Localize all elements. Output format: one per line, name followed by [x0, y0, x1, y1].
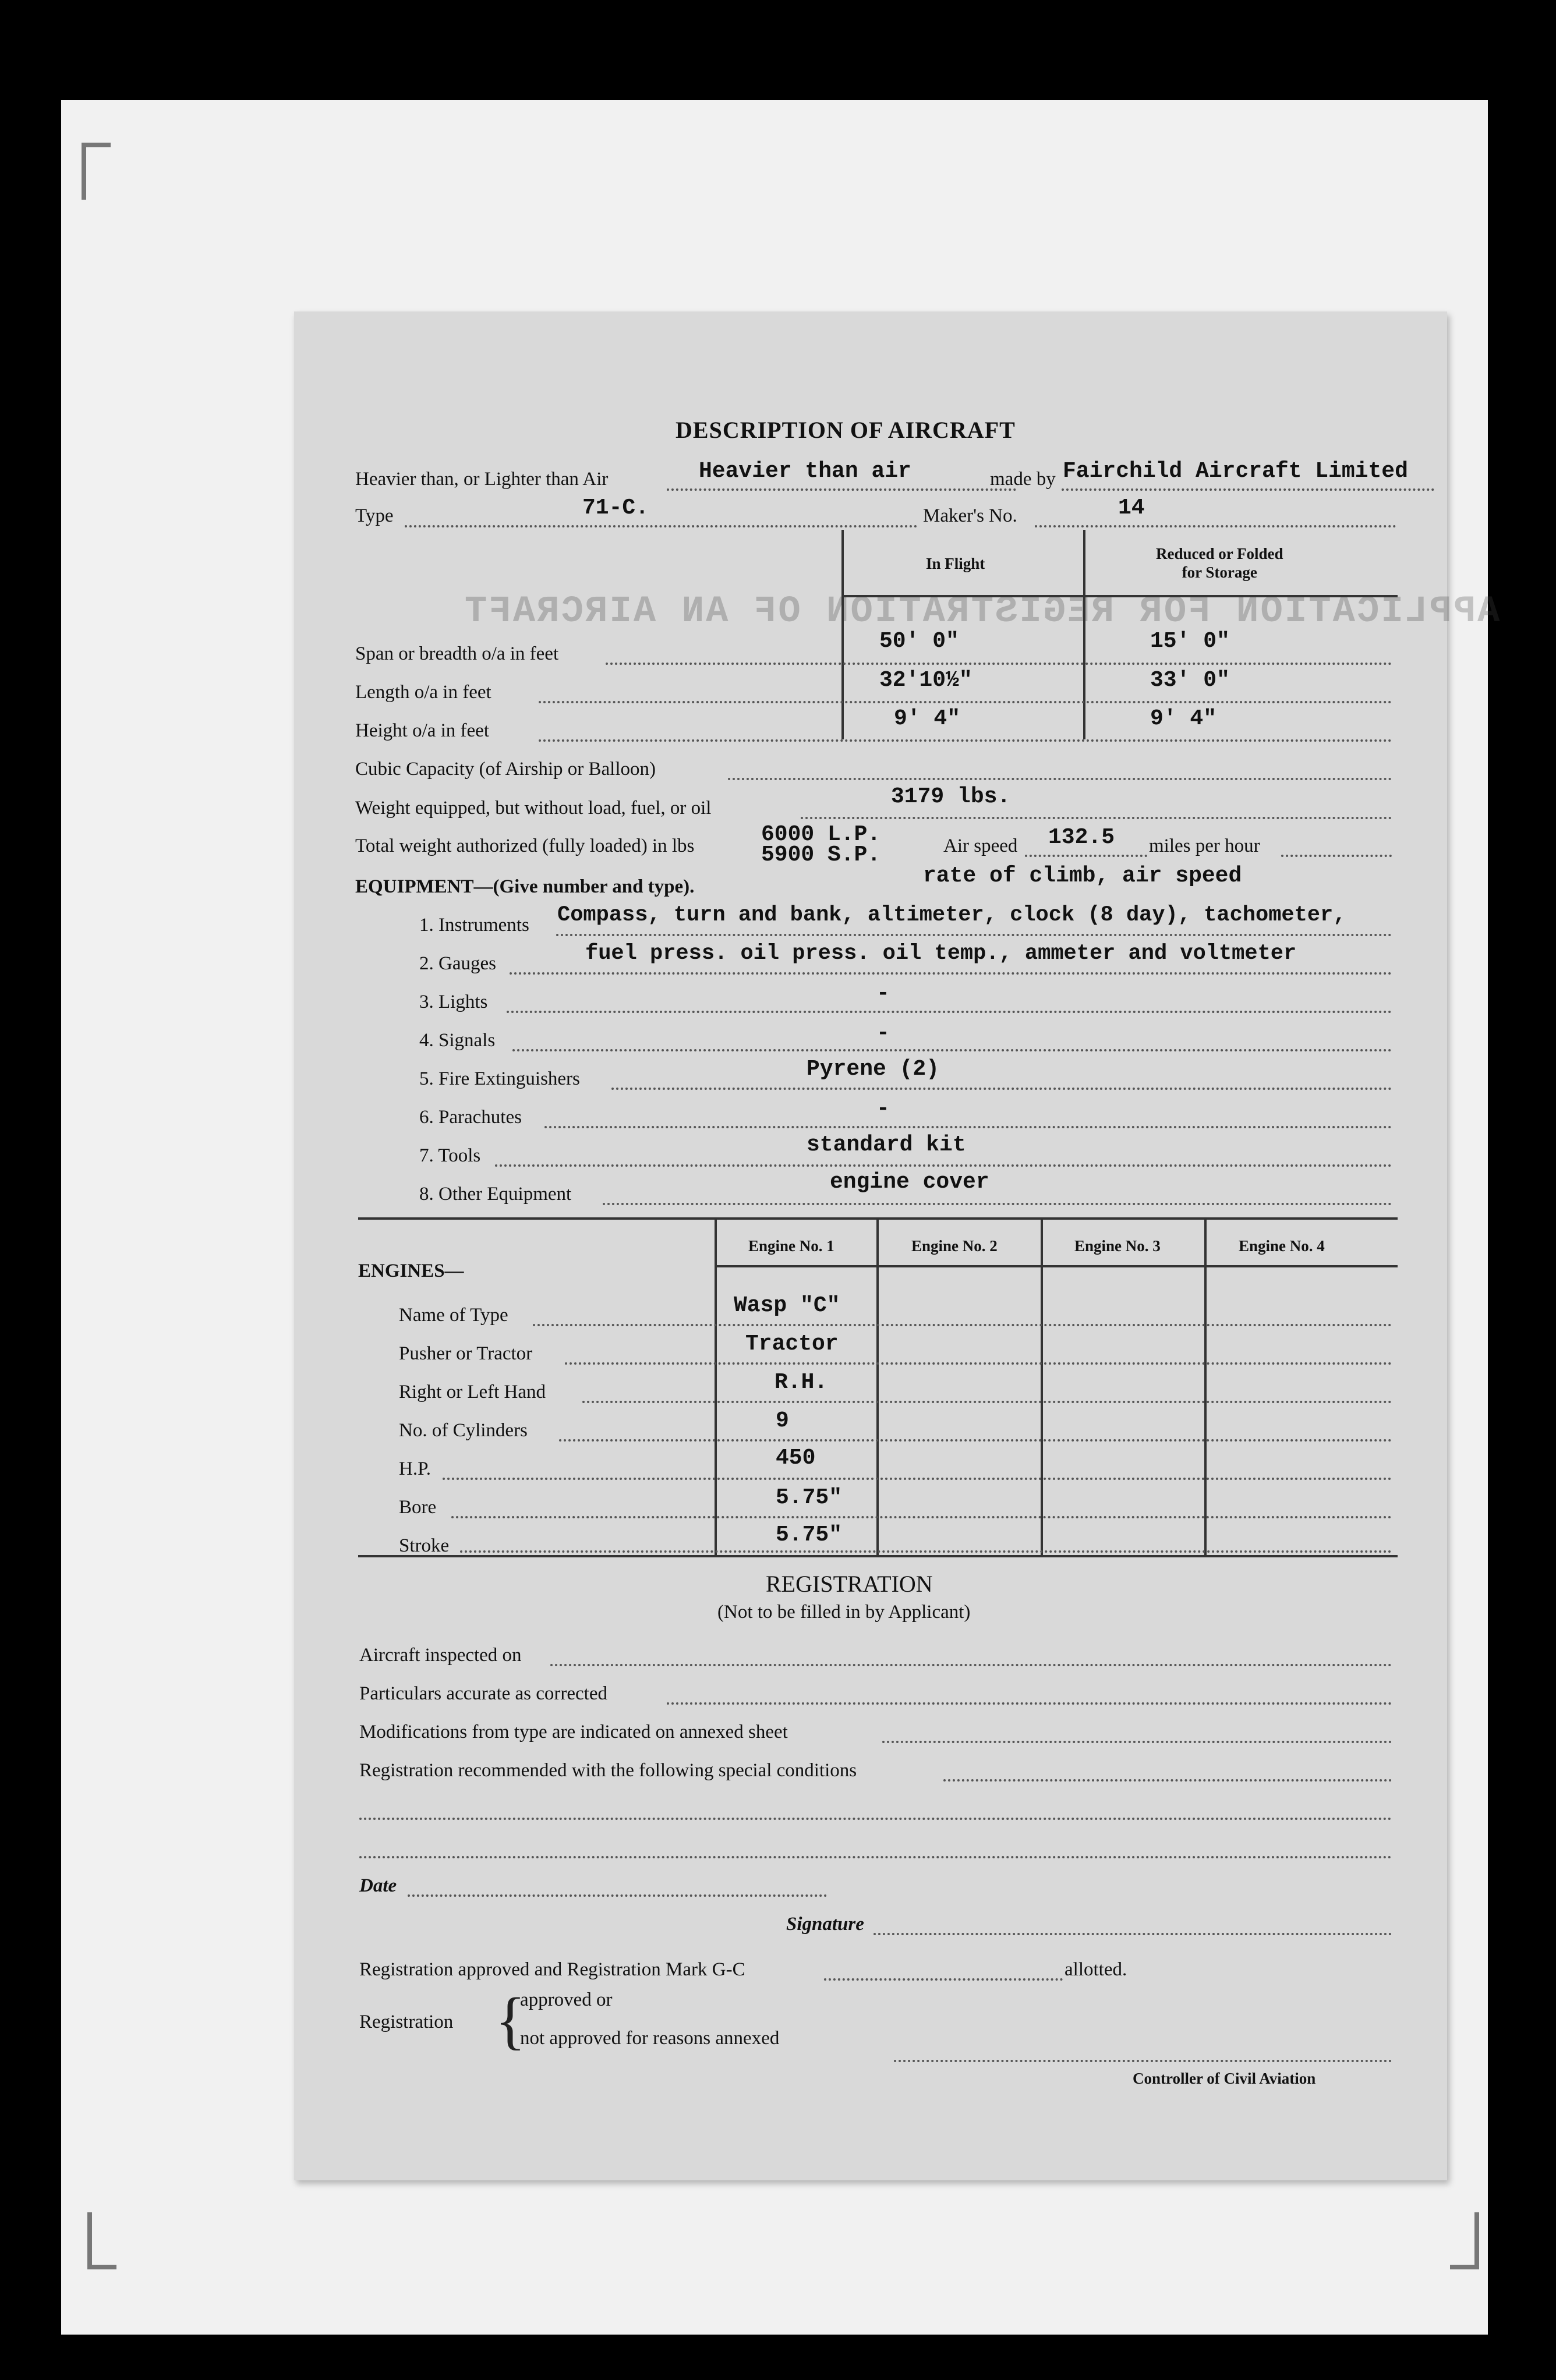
made-by-label: made by	[990, 469, 1056, 490]
engine-1-right-left-hand: R.H.	[775, 1370, 828, 1395]
right-left-hand-label: Right or Left Hand	[399, 1382, 546, 1402]
weight-equipped-label: Weight equipped, but without load, fuel, or oil	[355, 798, 712, 819]
makers-no-label: Maker's No.	[923, 505, 1017, 526]
date-label: Date	[359, 1875, 397, 1896]
type-label: Type	[355, 505, 394, 526]
bore-label: Bore	[399, 1497, 437, 1518]
stroke-label: Stroke	[399, 1535, 450, 1556]
span-storage-value: 15' 0"	[1150, 629, 1230, 654]
signals-label: 4. Signals	[419, 1030, 496, 1051]
crop-mark-bottom-right	[1450, 2212, 1479, 2269]
engine-1-header: Engine No. 1	[748, 1237, 834, 1255]
registration-subtitle: (Not to be filled in by Applicant)	[717, 1602, 971, 1623]
engine-3-header: Engine No. 3	[1074, 1237, 1161, 1255]
length-flight-value: 32'10½"	[879, 668, 972, 693]
signature-label: Signature	[786, 1914, 864, 1935]
bleed-through-text: APPLICATION FOR REGISTRATION OF AN AIRCRAFT	[463, 591, 1500, 633]
cylinders-label: No. of Cylinders	[399, 1420, 528, 1441]
total-weight-label: Total weight authorized (fully loaded) in lbs	[355, 835, 695, 856]
engine-1-stroke: 5.75"	[776, 1522, 843, 1547]
height-storage-value: 9' 4"	[1150, 706, 1217, 731]
length-label: Length o/a in feet	[355, 682, 491, 703]
storage-header: Reduced or Folded for Storage	[1156, 545, 1283, 581]
registration-approval-label: Registration	[359, 2011, 454, 2032]
approved-or-label: approved or	[520, 1989, 613, 2010]
makers-no-value: 14	[1118, 495, 1145, 520]
tools-label: 7. Tools	[419, 1145, 481, 1166]
parachutes-label: 6. Parachutes	[419, 1107, 522, 1128]
not-approved-label: not approved for reasons annexed	[520, 2028, 780, 2049]
particulars-accurate-label: Particulars accurate as corrected	[359, 1683, 607, 1704]
engine-2-header: Engine No. 2	[911, 1237, 998, 1255]
other-equipment-label: 8. Other Equipment	[419, 1184, 572, 1205]
total-weight-lp: 6000 L.P.	[761, 822, 881, 847]
modifications-label: Modifications from type are indicated on annexed sheet	[359, 1722, 788, 1742]
other-equipment-value: engine cover	[830, 1170, 989, 1195]
lights-label: 3. Lights	[419, 991, 488, 1012]
span-flight-value: 50' 0"	[879, 629, 959, 654]
brace-mark: {	[495, 1985, 526, 2056]
signals-value: -	[876, 1021, 890, 1046]
instruments-extra: rate of climb, air speed	[923, 863, 1242, 888]
registration-recommended-label: Registration recommended with the following special conditions	[359, 1760, 857, 1781]
engine-1-name-of-type: Wasp "C"	[734, 1293, 840, 1318]
gauges-label: 2. Gauges	[419, 953, 496, 974]
parachutes-value: -	[876, 1096, 890, 1121]
weight-equipped-value: 3179 lbs.	[891, 784, 1011, 809]
registration-title: REGISTRATION	[766, 1571, 933, 1597]
controller-label: Controller of Civil Aviation	[1133, 2070, 1316, 2087]
allotted-label: allotted.	[1065, 1959, 1127, 1980]
type-value: 71-C.	[582, 495, 649, 520]
gauges-value: fuel press. oil press. oil temp., ammeter and voltmeter	[585, 941, 1297, 966]
in-flight-header: In Flight	[926, 555, 985, 572]
approved-mark-label: Registration approved and Registration Mark G-C	[359, 1959, 745, 1980]
length-storage-value: 33' 0"	[1150, 668, 1230, 693]
engine-1-cylinders: 9	[776, 1408, 789, 1433]
engine-1-pusher-tractor: Tractor	[745, 1331, 839, 1357]
pusher-tractor-label: Pusher or Tractor	[399, 1343, 533, 1364]
heavier-label: Heavier than, or Lighter than Air	[355, 469, 609, 490]
span-label: Span or breadth o/a in feet	[355, 643, 559, 664]
aircraft-inspected-label: Aircraft inspected on	[359, 1645, 522, 1666]
tools-value: standard kit	[807, 1132, 966, 1157]
made-by-value: Fairchild Aircraft Limited	[1063, 459, 1408, 484]
engine-4-header: Engine No. 4	[1239, 1237, 1325, 1255]
total-weight-sp: 5900 S.P.	[761, 842, 881, 867]
form-title: DESCRIPTION OF AIRCRAFT	[676, 417, 1016, 443]
crop-mark-top-left	[82, 143, 111, 200]
equipment-label: EQUIPMENT—(Give number and type).	[355, 876, 695, 897]
instruments-value: Compass, turn and bank, altimeter, clock (8 day), tachometer,	[557, 903, 1346, 927]
fire-extinguishers-label: 5. Fire Extinguishers	[419, 1068, 580, 1089]
instruments-label: 1. Instruments	[419, 915, 529, 936]
height-flight-value: 9' 4"	[894, 706, 961, 731]
engine-1-bore: 5.75"	[776, 1485, 843, 1510]
airspeed-value: 132.5	[1048, 825, 1115, 850]
aircraft-description-form	[294, 311, 1500, 2180]
airspeed-label: Air speed	[943, 835, 1018, 856]
hp-label: H.P.	[399, 1458, 432, 1479]
heavier-value: Heavier than air	[699, 459, 911, 484]
crop-mark-bottom-left	[87, 2212, 116, 2269]
airspeed-unit: miles per hour	[1149, 835, 1260, 856]
lights-value: -	[876, 981, 890, 1006]
fire-extinguishers-value: Pyrene (2)	[807, 1057, 940, 1082]
height-label: Height o/a in feet	[355, 720, 490, 741]
engine-1-hp: 450	[776, 1446, 816, 1471]
cubic-capacity-label: Cubic Capacity (of Airship or Balloon)	[355, 759, 656, 780]
engines-label: ENGINES—	[358, 1260, 464, 1281]
name-of-type-label: Name of Type	[399, 1305, 508, 1326]
